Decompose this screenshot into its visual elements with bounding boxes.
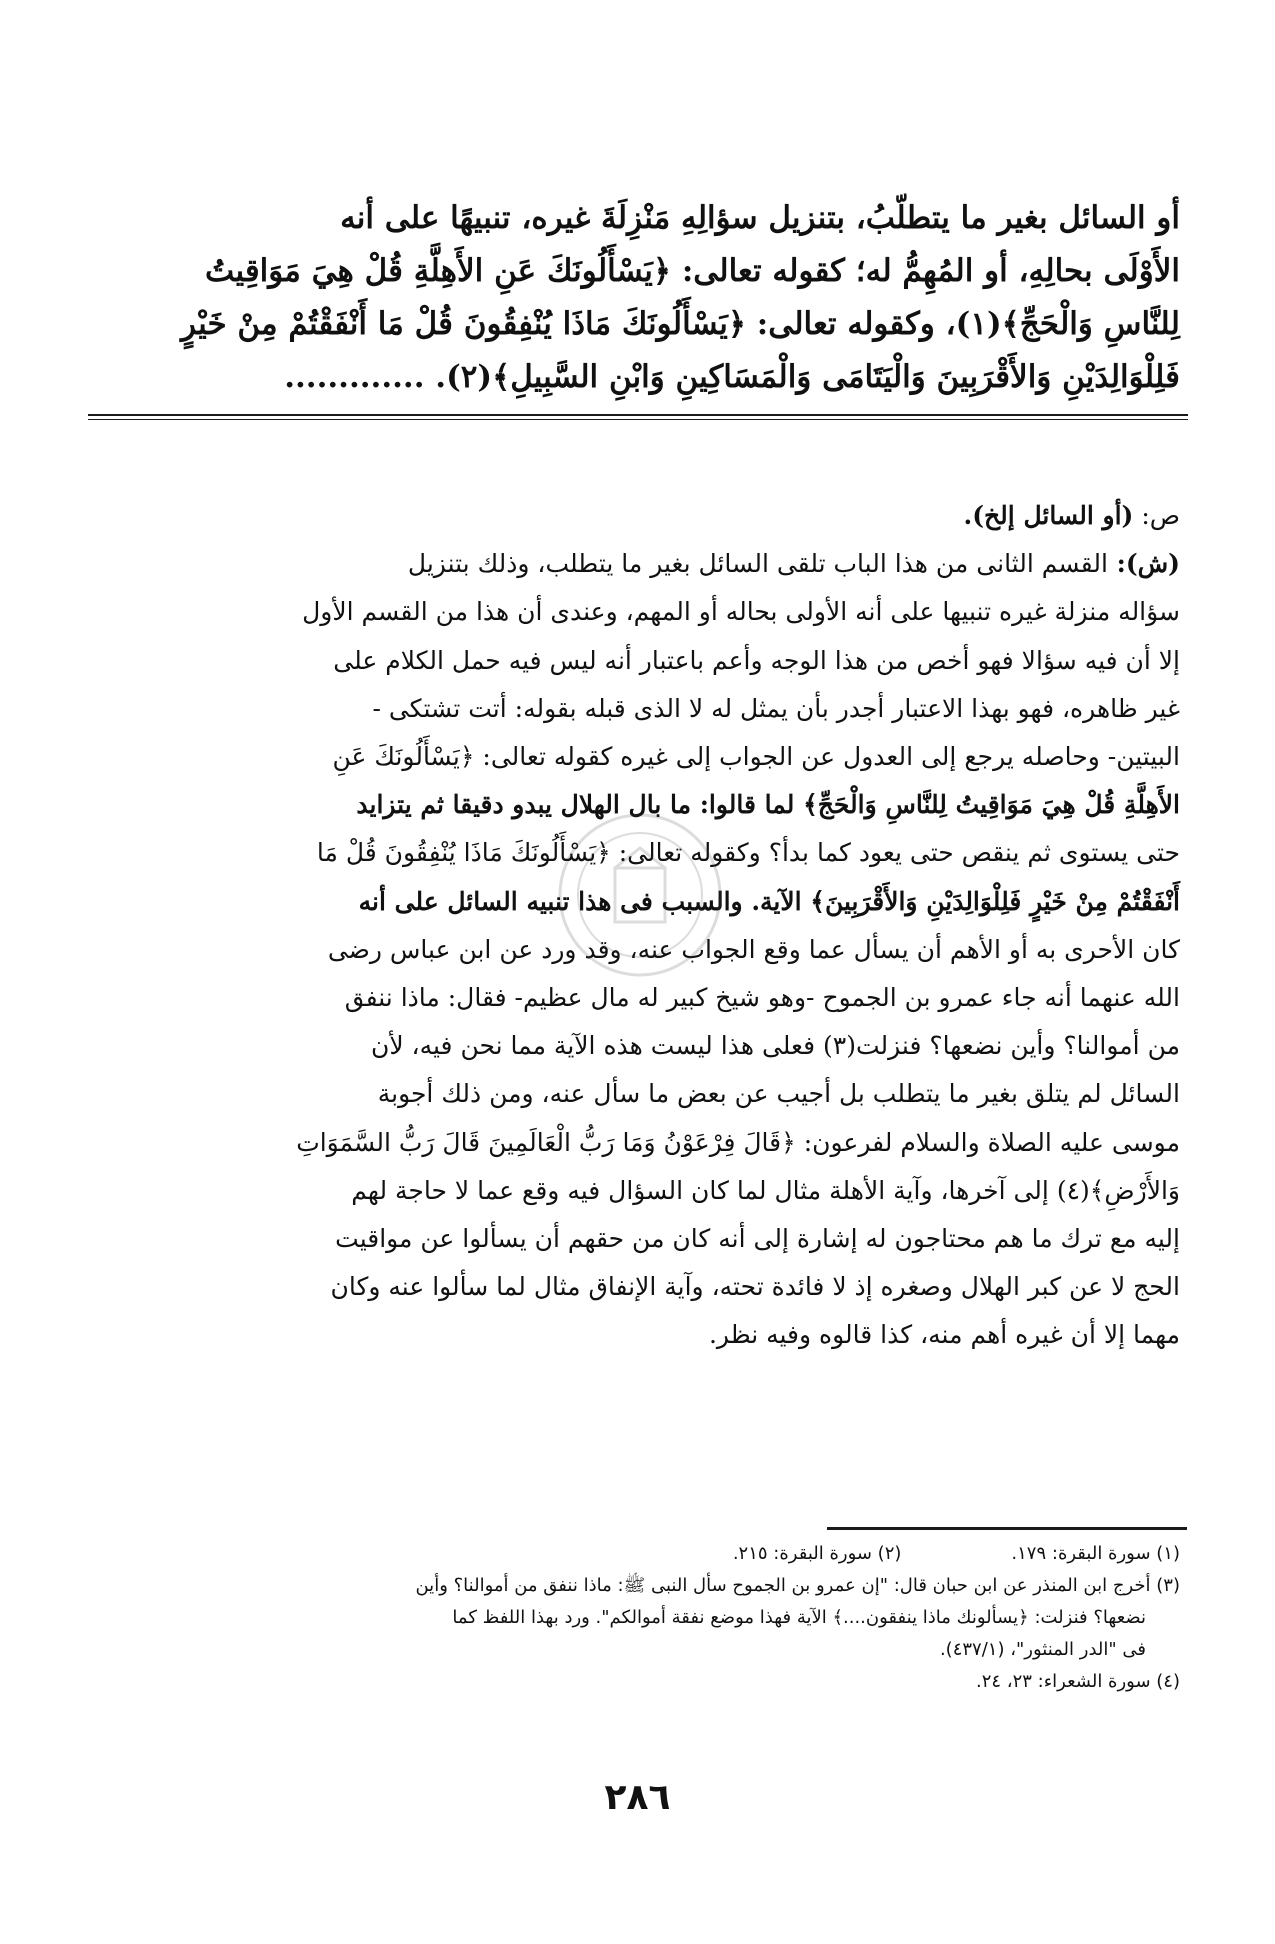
matn-line: لِلنَّاسِ وَالْحَجِّ﴾(١)، وكقوله تعالى: ﴿يَسْأَلُونَكَ مَاذَا يُنْفِقُونَ قُلْ مَا أَنْفَقْتُمْ مِنْ خَيْرٍ (181, 306, 1180, 342)
footnotes (95, 1538, 1180, 1698)
commentary-line: كان الأحرى به أو الأهم أن يسأل عما وقع الجواب عنه، وقد ورد عن ابن عباس رضى (327, 934, 1180, 964)
footnote-4: (٤) سورة الشعراء: ٢٣، ٢٤. (975, 1671, 1180, 1692)
footnote-3-line-1: (٣) أخرج ابن المنذر عن ابن حبان قال: "إن عمرو بن الجموح سأل النبى ﷺ: ماذا ننفق من أموالنا؟ وأين (415, 1575, 1180, 1596)
matn-line: أو السائل بغير ما يتطلّبُ، بتنزيل سؤالِهِ مَنْزِلَةَ غيره، تنبيهًا على أنه (340, 200, 1180, 236)
commentary-line: من أموالنا؟ وأين نضعها؟ فنزلت(٣) فعلى هذا ليست هذه الآية مما نحن فيه، لأن (370, 1031, 1180, 1061)
commentary-line: موسى عليه الصلاة والسلام لفرعون: ﴿قَالَ فِرْعَوْنُ وَمَا رَبُّ الْعَالَمِينَ قَالَ رَبُّ السَّمَوَاتِ (296, 1127, 1180, 1157)
footnote-2: (٢) سورة البقرة: ٢١٥. (732, 1543, 902, 1564)
footnote-separator (827, 1527, 1187, 1530)
label-sh: (ش): (1107, 549, 1180, 579)
page-number: ٢٨٦ (604, 1777, 671, 1818)
matn-text (95, 192, 1180, 404)
footnote-3-line-3: فى "الدر المنثور"، (٤٣٧/١). (939, 1639, 1146, 1660)
footnote-3-line-2: نضعها؟ فنزلت: ﴿يسألونك ماذا ينفقون....﴾ الآية فهذا موضع نفقة أموالكم". ورد بهذا اللفظ كما (452, 1607, 1146, 1628)
commentary-line: أَنْفَقْتُمْ مِنْ خَيْرٍ فَلِلْوَالِدَيْنِ وَالأَقْرَبِينَ﴾ الآية. والسبب فى هذا تنبيه السائل على أنه (358, 886, 1180, 916)
commentary-line: سؤاله منزلة غيره تنبيها على أنه الأولى بحاله أو المهم، وعندى أن هذا من القسم الأول (302, 597, 1180, 627)
commentary-line: إليه مع ترك ما هم محتاجون له إشارة إلى أنه كان من حقهم أن يسألوا عن مواقيت (335, 1224, 1180, 1254)
commentary-line: الحج لا عن كبر الهلال وصغره إذ لا فائدة تحته، وآية الإنفاق مثال لما سألوا عنه وكان (330, 1272, 1180, 1302)
library-seal-watermark (555, 810, 725, 980)
separator-rule-top (88, 414, 1188, 416)
commentary-heading-text: (أو السائل إلخ). (963, 501, 1134, 530)
label-s: ص: (1133, 501, 1180, 530)
commentary-line: وَالأَرْضِ﴾(٤) إلى آخرها، وآية الأهلة مثال لما كان السؤال فيه وقع عما لا حاجة لهم (351, 1175, 1180, 1205)
commentary-line: حتى يستوى ثم ينقص حتى يعود كما بدأ؟ وكقوله تعالى: ﴿يَسْأَلُونَكَ مَاذَا يُنْفِقُونَ قُلْ مَا (316, 838, 1180, 868)
matn-line: فَلِلْوَالِدَيْنِ وَالأَقْرَبِينَ وَالْيَتَامَى وَالْمَسَاكِينِ وَابْنِ السَّبِيلِ﴾(٢). ............. (284, 359, 1180, 395)
commentary-line: الأَهِلَّةِ قُلْ هِيَ مَوَاقِيتُ لِلنَّاسِ وَالْحَجِّ﴾ لما قالوا: ما بال الهلال يبدو دقيقا ثم يتزايد (356, 790, 1180, 820)
commentary-line-text: القسم الثانى من هذا الباب تلقى السائل بغير ما يتطلب، وذلك بتنزيل (407, 549, 1108, 579)
footnote-row (95, 1538, 1180, 1570)
separator-rule-bottom (88, 419, 1188, 420)
commentary-line: مهما إلا أن غيره أهم منه، كذا قالوه وفيه نظر. (708, 1320, 1180, 1350)
commentary-line: غير ظاهره، فهو بهذا الاعتبار أجدر بأن يمثل له لا الذى قبله بقوله: أتت تشتكى - (372, 693, 1180, 723)
matn-line: الأَوْلَى بحالِهِ، أو المُهِمُّ له؛ كقوله تعالى: ﴿يَسْأَلُونَكَ عَنِ الأَهِلَّةِ قُلْ هِيَ مَوَاقِيتُ (205, 253, 1180, 289)
commentary-line: إلا أن فيه سؤالا فهو أخص من هذا الوجه وأعم باعتبار أنه ليس فيه حمل الكلام على (333, 645, 1180, 675)
commentary-line: السائل لم يتلق بغير ما يتطلب بل أجيب عن بعض ما سأل عنه، ومن ذلك أجوبة (377, 1079, 1180, 1109)
commentary-line: البيتين- وحاصله يرجع إلى العدول عن الجواب إلى غيره كقوله تعالى: ﴿يَسْأَلُونَكَ عَنِ (332, 742, 1180, 772)
footnote-1: (١) سورة البقرة: ١٧٩. (1011, 1543, 1180, 1564)
commentary-heading (95, 492, 1180, 540)
commentary-line: الله عنهما أنه جاء عمرو بن الجموح -وهو شيخ كبير له مال عظيم- فقال: ماذا ننفق (344, 983, 1180, 1013)
commentary-line (95, 540, 1180, 588)
